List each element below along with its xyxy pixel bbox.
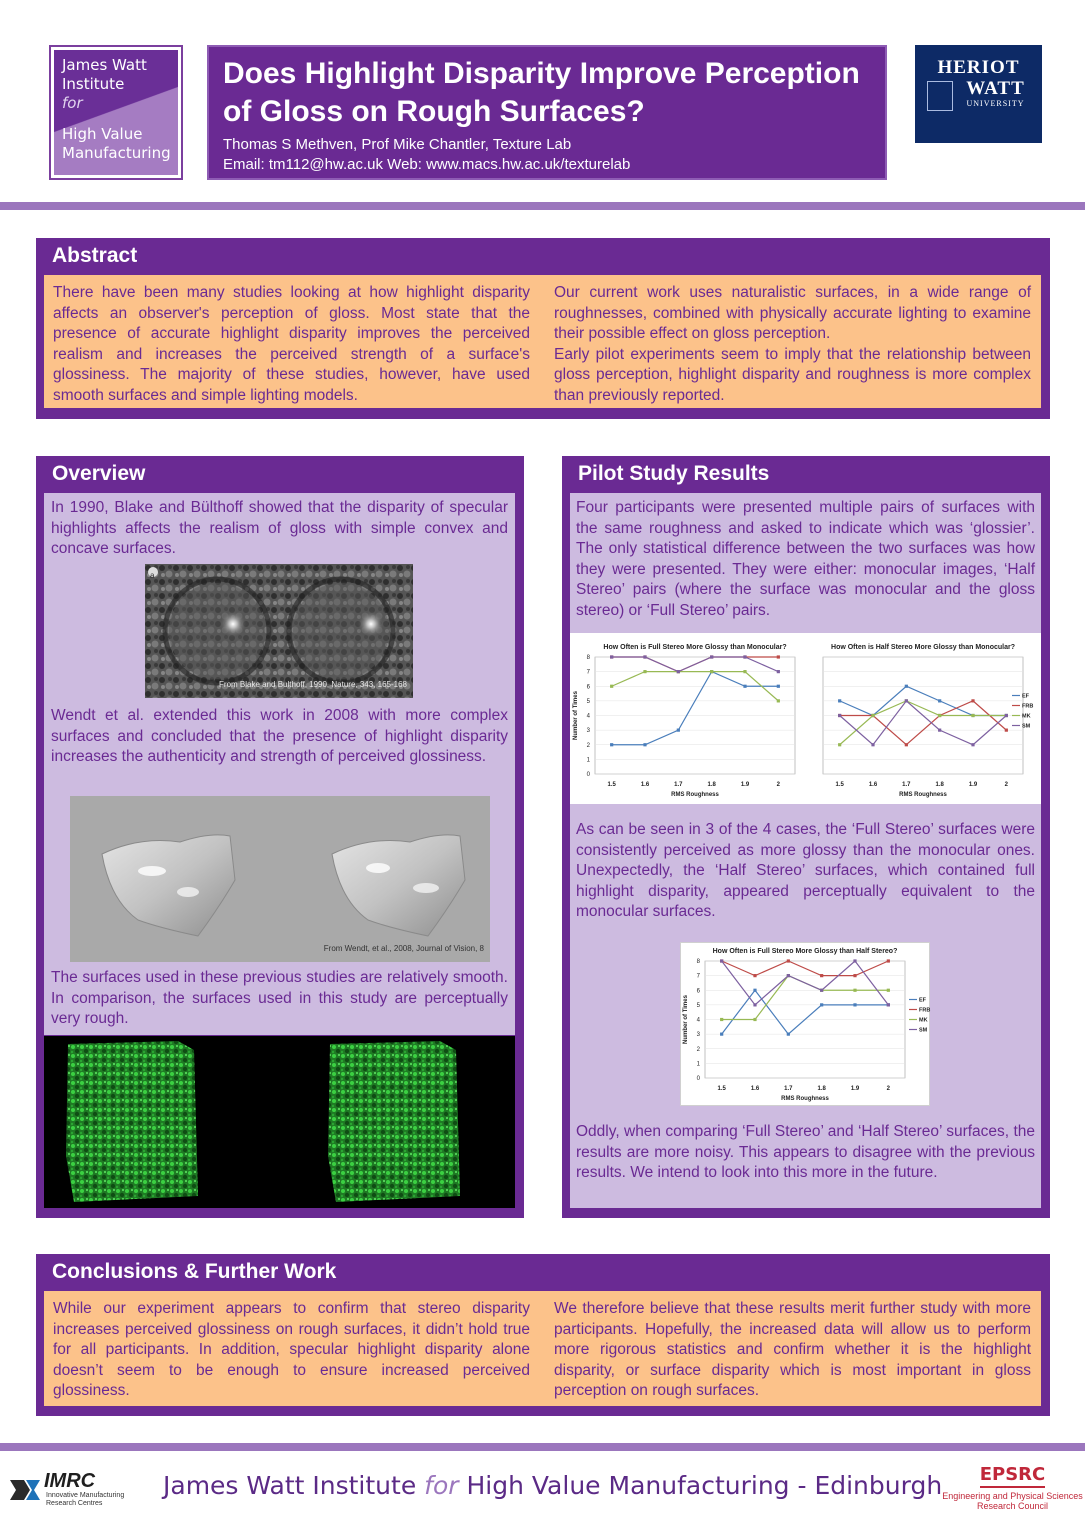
charts-row bbox=[570, 633, 1041, 804]
chart-full-vs-half-box bbox=[680, 942, 930, 1106]
title-box bbox=[207, 45, 887, 180]
imrc-sub2: Research Centres bbox=[46, 1500, 103, 1507]
chart-title: How Often is Full Stereo More Glossy than Monocular? bbox=[603, 644, 787, 651]
data-point bbox=[853, 1003, 856, 1006]
footer-title bbox=[163, 1471, 942, 1500]
wendt-figure-svg bbox=[70, 796, 490, 962]
conclusions-panel bbox=[36, 1254, 1050, 1416]
authors: Thomas S Methven, Prof Mike Chantler, Texture Lab bbox=[223, 136, 572, 153]
data-point bbox=[1005, 714, 1008, 717]
footer-rule bbox=[0, 1443, 1085, 1451]
y-tick-label: 0 bbox=[696, 1076, 700, 1082]
legend-label: EF bbox=[919, 997, 927, 1004]
data-point bbox=[838, 743, 841, 746]
jwi-logo bbox=[49, 45, 183, 180]
data-point bbox=[820, 1003, 823, 1006]
data-point bbox=[905, 699, 908, 702]
data-point bbox=[777, 699, 780, 702]
data-point bbox=[753, 974, 756, 977]
imrc-logo bbox=[8, 1470, 143, 1510]
chart-full-vs-mono bbox=[570, 633, 806, 804]
logo-line4: Manufacturing bbox=[62, 144, 171, 162]
data-point bbox=[720, 959, 723, 962]
x-axis-label: RMS Roughness bbox=[671, 792, 719, 798]
y-tick-label: 6 bbox=[696, 988, 700, 995]
imrc-mark-icon bbox=[8, 1472, 44, 1506]
x-tick-label: 1.8 bbox=[707, 782, 716, 788]
hw-line1: HERIOT bbox=[937, 57, 1020, 78]
wendt-figure bbox=[70, 796, 490, 962]
legend-label: MK bbox=[919, 1017, 928, 1024]
series-line bbox=[722, 976, 889, 1020]
data-point bbox=[820, 974, 823, 977]
epsrc-text: EPSRC bbox=[980, 1464, 1046, 1488]
chart-title: How Often is Full Stereo More Glossy than Half Stereo? bbox=[712, 948, 898, 955]
overview-body bbox=[44, 493, 515, 1035]
abstract-heading: Abstract bbox=[52, 244, 138, 267]
data-point bbox=[787, 1033, 790, 1036]
hw-line2: WATT bbox=[966, 78, 1025, 99]
data-point bbox=[677, 670, 680, 673]
data-point bbox=[853, 989, 856, 992]
data-point bbox=[971, 699, 974, 702]
imrc-sub1: Innovative Manufacturing bbox=[46, 1492, 125, 1499]
data-point bbox=[610, 655, 613, 658]
overview-heading: Overview bbox=[52, 462, 146, 485]
overview-panel bbox=[36, 456, 524, 1218]
imrc-text: IMRC bbox=[44, 1470, 96, 1492]
conclusions-heading: Conclusions & Further Work bbox=[52, 1260, 337, 1283]
data-point bbox=[971, 714, 974, 717]
y-tick-label: 2 bbox=[696, 1046, 700, 1053]
data-point bbox=[677, 729, 680, 732]
pilot-panel bbox=[562, 456, 1050, 1218]
epsrc-logo bbox=[940, 1464, 1085, 1514]
data-point bbox=[905, 743, 908, 746]
legend-label: FRB bbox=[1022, 703, 1034, 710]
y-tick-label: 6 bbox=[586, 684, 590, 691]
y-tick-label: 3 bbox=[586, 728, 590, 735]
series-line bbox=[722, 961, 889, 976]
abstract-right bbox=[554, 283, 1031, 407]
footer-text-a: James Watt Institute bbox=[163, 1471, 425, 1500]
legend-label: MK bbox=[1022, 713, 1031, 720]
pilot-p3: Oddly, when comparing ‘Full Stereo’ and ‘Half Stereo’ surfaces, the results are more noisy. This appears to disagree with the previous results. We intend to look into this more in the future. bbox=[576, 1123, 1035, 1182]
epsrc-sub1: Engineering and Physical Sciences bbox=[942, 1491, 1083, 1501]
logo-line1: James Watt bbox=[62, 56, 147, 74]
data-point bbox=[853, 959, 856, 962]
x-tick-label: 1.5 bbox=[607, 782, 616, 788]
legend-label: EF bbox=[1022, 693, 1030, 700]
pilot-p2: As can be seen in 3 of the 4 cases, the ‘Full Stereo’ surfaces were consistently perceived as more glossy than the monocular ones. Unexpectedly, the ‘Half Stereo’ surfaces, which contained full highlight disparity, appeared perceptually equivalent to the monocular surfaces. bbox=[576, 821, 1035, 921]
data-point bbox=[887, 1003, 890, 1006]
epsrc-sub2: Research Council bbox=[976, 1501, 1049, 1511]
data-point bbox=[777, 685, 780, 688]
data-point bbox=[710, 670, 713, 673]
x-tick-label: 1.9 bbox=[968, 782, 978, 788]
y-tick-label: 4 bbox=[696, 1017, 700, 1024]
poster-title: Does Highlight Disparity Improve Perception of Gloss on Rough Surfaces? bbox=[223, 57, 860, 128]
pilot-body bbox=[570, 493, 1041, 1208]
contact: Email: tm112@hw.ac.uk Web: www.macs.hw.ac.uk/texturelab bbox=[223, 156, 631, 173]
overview-p1: In 1990, Blake and Bülthoff showed that the disparity of specular highlights affects the realism of gloss with simple convex and concave surfaces. bbox=[51, 499, 508, 558]
rough-surfaces-svg bbox=[44, 1036, 515, 1208]
overview-p2: Wendt et al. extended this work in 2008 with more complex surfaces and concluded that the presence of highlight disparity increases the authenticity and strength of perceived glossiness. bbox=[51, 707, 508, 766]
data-point bbox=[643, 670, 646, 673]
data-point bbox=[743, 685, 746, 688]
data-point bbox=[720, 1033, 723, 1036]
legend-label: SM bbox=[919, 1027, 928, 1034]
data-point bbox=[720, 1018, 723, 1021]
hw-line3: UNIVERSITY bbox=[966, 99, 1025, 108]
legend-label: SM bbox=[1022, 723, 1031, 730]
fig1-label: a bbox=[150, 571, 155, 580]
data-point bbox=[905, 685, 908, 688]
y-tick-label: 7 bbox=[586, 669, 590, 676]
data-point bbox=[643, 655, 646, 658]
y-axis-label: Number of Times bbox=[573, 691, 579, 740]
series-line bbox=[722, 990, 889, 1034]
heriot-watt-logo bbox=[915, 45, 1042, 143]
series-line bbox=[722, 961, 889, 1005]
x-tick-label: 1.5 bbox=[835, 782, 844, 788]
logo-line3: High Value bbox=[62, 125, 143, 143]
overview-p3: The surfaces used in these previous studies are relatively smooth. In comparison, the surfaces used in this study are perceptually very rough. bbox=[51, 969, 508, 1028]
data-point bbox=[777, 655, 780, 658]
data-point bbox=[787, 974, 790, 977]
data-point bbox=[938, 699, 941, 702]
data-point bbox=[853, 974, 856, 977]
data-point bbox=[971, 743, 974, 746]
y-tick-label: 4 bbox=[586, 713, 590, 720]
y-tick-label: 8 bbox=[696, 959, 700, 965]
x-tick-label: 2 bbox=[776, 782, 781, 788]
conclusions-left: While our experiment appears to confirm that stereo disparity increases perceived glossiness on rough surfaces, it didn’t hold true for all participants. In addition, specular highlight disparity alone doesn’t seem to be enough to ensure increased perceived glossiness. bbox=[53, 1300, 530, 1400]
data-point bbox=[938, 714, 941, 717]
data-point bbox=[753, 989, 756, 992]
chart-full-vs-half bbox=[681, 943, 929, 1105]
abstract-right-p1: Our current work uses naturalistic surfaces, in a wide range of roughnesses, combined with physically accurate lighting to examine their possible effect on gloss perception. bbox=[554, 284, 1031, 343]
y-tick-label: 1 bbox=[586, 757, 590, 764]
chart-title: How Often is Half Stereo More Glossy than Monocular? bbox=[831, 644, 1015, 651]
data-point bbox=[1005, 729, 1008, 732]
y-tick-label: 3 bbox=[696, 1032, 700, 1039]
x-tick-label: 1.7 bbox=[674, 782, 683, 788]
x-tick-label: 1.6 bbox=[640, 782, 650, 788]
y-tick-label: 5 bbox=[586, 698, 590, 705]
data-point bbox=[743, 655, 746, 658]
data-point bbox=[710, 655, 713, 658]
blake-figure bbox=[145, 564, 413, 698]
fig1-caption: From Blake and Bulthoff, 1990, Nature, 343, 165-168 bbox=[219, 680, 407, 690]
data-point bbox=[743, 670, 746, 673]
y-tick-label: 8 bbox=[586, 655, 590, 661]
x-tick-label: 1.9 bbox=[850, 1086, 860, 1092]
data-point bbox=[610, 685, 613, 688]
data-point bbox=[887, 959, 890, 962]
imrc-sub bbox=[46, 1492, 124, 1508]
y-tick-label: 7 bbox=[696, 973, 700, 980]
header-rule bbox=[0, 202, 1085, 210]
data-point bbox=[838, 714, 841, 717]
pilot-p1: Four participants were presented multiple pairs of surfaces with the same roughness and asked to indicate which was ‘glossier’. The only statistical difference between the two surfaces was how they were presented. They were either: monocular images, ‘Half Stereo’ pairs (where the surface was monocular and the gloss stereo) or ‘Full Stereo’ pairs. bbox=[576, 499, 1035, 619]
x-axis-label: RMS Roughness bbox=[781, 1096, 829, 1102]
x-tick-label: 2 bbox=[1004, 782, 1009, 788]
data-point bbox=[643, 743, 646, 746]
x-tick-label: 2 bbox=[886, 1086, 891, 1092]
data-point bbox=[838, 699, 841, 702]
data-point bbox=[787, 959, 790, 962]
data-point bbox=[887, 989, 890, 992]
abstract-left: There have been many studies looking at how highlight disparity affects an observer's perception of gloss. Most state that the presence of accurate highlight disparity improves the perceived realism and increases the perceived strength of a surface's glossiness. The majority of these studies, however, have used smooth surfaces and simple lighting models. bbox=[53, 284, 530, 404]
x-tick-label: 1.5 bbox=[717, 1086, 726, 1092]
x-tick-label: 1.8 bbox=[935, 782, 944, 788]
y-tick-label: 1 bbox=[696, 1061, 700, 1068]
data-point bbox=[753, 1003, 756, 1006]
footer-text-b: High Value Manufacturing - Edinburgh bbox=[458, 1471, 943, 1500]
x-axis-label: RMS Roughness bbox=[899, 792, 947, 798]
y-tick-label: 5 bbox=[696, 1002, 700, 1009]
data-point bbox=[610, 743, 613, 746]
data-point bbox=[820, 989, 823, 992]
abstract-right-p2: Early pilot experiments seem to imply that the relationship between gloss perception, highlight disparity and roughness is more complex than previously reported. bbox=[554, 345, 1031, 404]
data-point bbox=[871, 714, 874, 717]
legend-label: FRB bbox=[919, 1007, 931, 1014]
fig2-caption: From Wendt, et al., 2008, Journal of Vision, 8 bbox=[323, 944, 484, 954]
data-point bbox=[871, 743, 874, 746]
conclusions-body bbox=[44, 1291, 1041, 1406]
x-tick-label: 1.9 bbox=[740, 782, 750, 788]
y-axis-label: Number of Times bbox=[683, 995, 689, 1044]
x-tick-label: 1.6 bbox=[750, 1086, 760, 1092]
series-line bbox=[612, 672, 779, 745]
x-tick-label: 1.7 bbox=[902, 782, 911, 788]
data-point bbox=[938, 729, 941, 732]
x-tick-label: 1.8 bbox=[817, 1086, 826, 1092]
crest-icon bbox=[927, 81, 953, 111]
series-line bbox=[612, 657, 779, 672]
logo-line2: Institute bbox=[62, 75, 125, 93]
logo-for: for bbox=[62, 94, 83, 112]
footer-text-for: for bbox=[424, 1471, 459, 1500]
data-point bbox=[777, 670, 780, 673]
x-tick-label: 1.6 bbox=[868, 782, 878, 788]
x-tick-label: 1.7 bbox=[784, 1086, 793, 1092]
pilot-heading: Pilot Study Results bbox=[578, 462, 770, 485]
conclusions-right: We therefore believe that these results merit further study with more participants. Hopefully, the increased data will allow us to perform more rigorous statistics and confirm whether it is the highlight disparity, or surface disparity which is most important in gloss perception on rough surfaces. bbox=[554, 1300, 1031, 1400]
y-tick-label: 0 bbox=[586, 772, 590, 778]
chart-half-vs-mono bbox=[806, 633, 1041, 804]
y-tick-label: 2 bbox=[586, 742, 590, 749]
abstract-body bbox=[44, 275, 1041, 408]
abstract-panel bbox=[36, 238, 1050, 419]
data-point bbox=[753, 1018, 756, 1021]
rough-surfaces-figure bbox=[44, 1036, 515, 1208]
